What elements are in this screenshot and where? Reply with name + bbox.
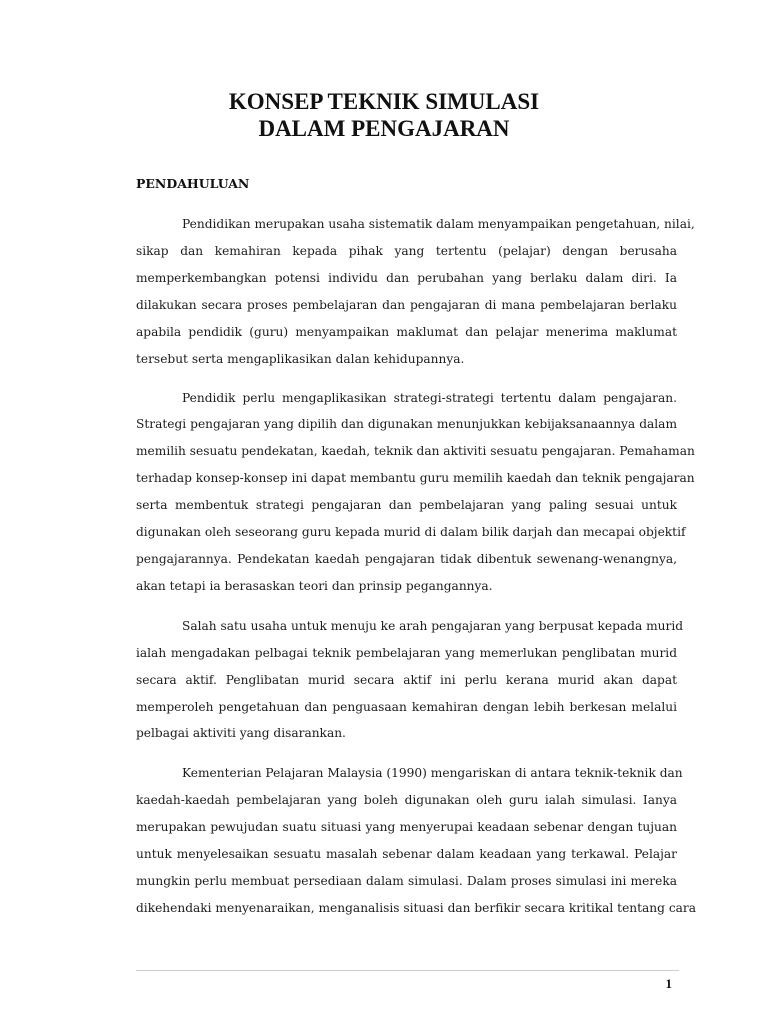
paragraph-line: Kementerian Pelajaran Malaysia (1990) mengariskan di antara teknik-teknik dan — [182, 766, 683, 780]
paragraph-line: pelbagai aktiviti yang disarankan. — [136, 726, 346, 740]
section-heading: PENDAHULUAN — [136, 176, 250, 191]
paragraph-line: sikap dan kemahiran kepada pihak yang tertentu (pelajar) dengan berusaha — [136, 244, 677, 258]
paragraph-line: akan tetapi ia berasaskan teori dan prinsip pegangannya. — [136, 579, 493, 593]
footer-divider — [136, 970, 679, 971]
paragraph-line: tersebut serta mengaplikasikan dalan kehidupannya. — [136, 352, 465, 366]
paragraph-line: pengajarannya. Pendekatan kaedah pengajaran tidak dibentuk sewenang-wenangnya, — [136, 552, 677, 566]
paragraph-line: dikehendaki menyenaraikan, menganalisis situasi dan berfikir secara kritikal tentang cara — [136, 901, 697, 915]
paragraph-line: mungkin perlu membuat persediaan dalam simulasi. Dalam proses simulasi ini mereka — [136, 874, 677, 888]
paragraph-line: memperoleh pengetahuan dan penguasaan kemahiran dengan lebih berkesan melalui — [136, 700, 677, 714]
paragraph-line: dilakukan secara proses pembelajaran dan pengajaran di mana pembelajaran berlaku — [136, 298, 677, 312]
paragraph-line: terhadap konsep-konsep ini dapat membantu guru memilih kaedah dan teknik pengajaran — [136, 471, 695, 485]
paragraph-line: merupakan pewujudan suatu situasi yang menyerupai keadaan sebenar dengan tujuan — [136, 820, 677, 834]
paragraph-line: untuk menyelesaikan sesuatu masalah sebenar dalam keadaan yang terkawal. Pelajar — [136, 847, 677, 861]
page-number: 1 — [665, 976, 672, 991]
paragraph-line: secara aktif. Penglibatan murid secara aktif ini perlu kerana murid akan dapat — [136, 673, 677, 687]
document-title-line-1: KONSEP TEKNIK SIMULASI — [228, 89, 540, 114]
paragraph-line: kaedah-kaedah pembelajaran yang boleh digunakan oleh guru ialah simulasi. Ianya — [136, 793, 677, 807]
paragraph-line: ialah mengadakan pelbagai teknik pembelajaran yang memerlukan penglibatan murid — [136, 646, 677, 660]
document-title-line-2: DALAM PENGAJARAN — [258, 116, 510, 141]
paragraph-line: Pendidikan merupakan usaha sistematik dalam menyampaikan pengetahuan, nilai, — [182, 217, 695, 231]
paragraph-line: digunakan oleh seseorang guru kepada murid di dalam bilik darjah dan mecapai objektif — [136, 525, 686, 539]
paragraph-line: memilih sesuatu pendekatan, kaedah, teknik dan aktiviti sesuatu pengajaran. Pemahaman — [136, 444, 695, 458]
paragraph-line: Salah satu usaha untuk menuju ke arah pengajaran yang berpusat kepada murid — [182, 619, 684, 633]
paragraph-line: Pendidik perlu mengaplikasikan strategi-strategi tertentu dalam pengajaran. — [182, 391, 677, 405]
paragraph-line: Strategi pengajaran yang dipilih dan digunakan menunjukkan kebijaksanaannya dalam — [136, 417, 677, 431]
paragraph-line: serta membentuk strategi pengajaran dan pembelajaran yang paling sesuai untuk — [136, 498, 677, 512]
paragraph-line: apabila pendidik (guru) menyampaikan maklumat dan pelajar menerima maklumat — [136, 325, 677, 339]
paragraph-line: memperkembangkan potensi individu dan perubahan yang berlaku dalam diri. Ia — [136, 271, 677, 285]
